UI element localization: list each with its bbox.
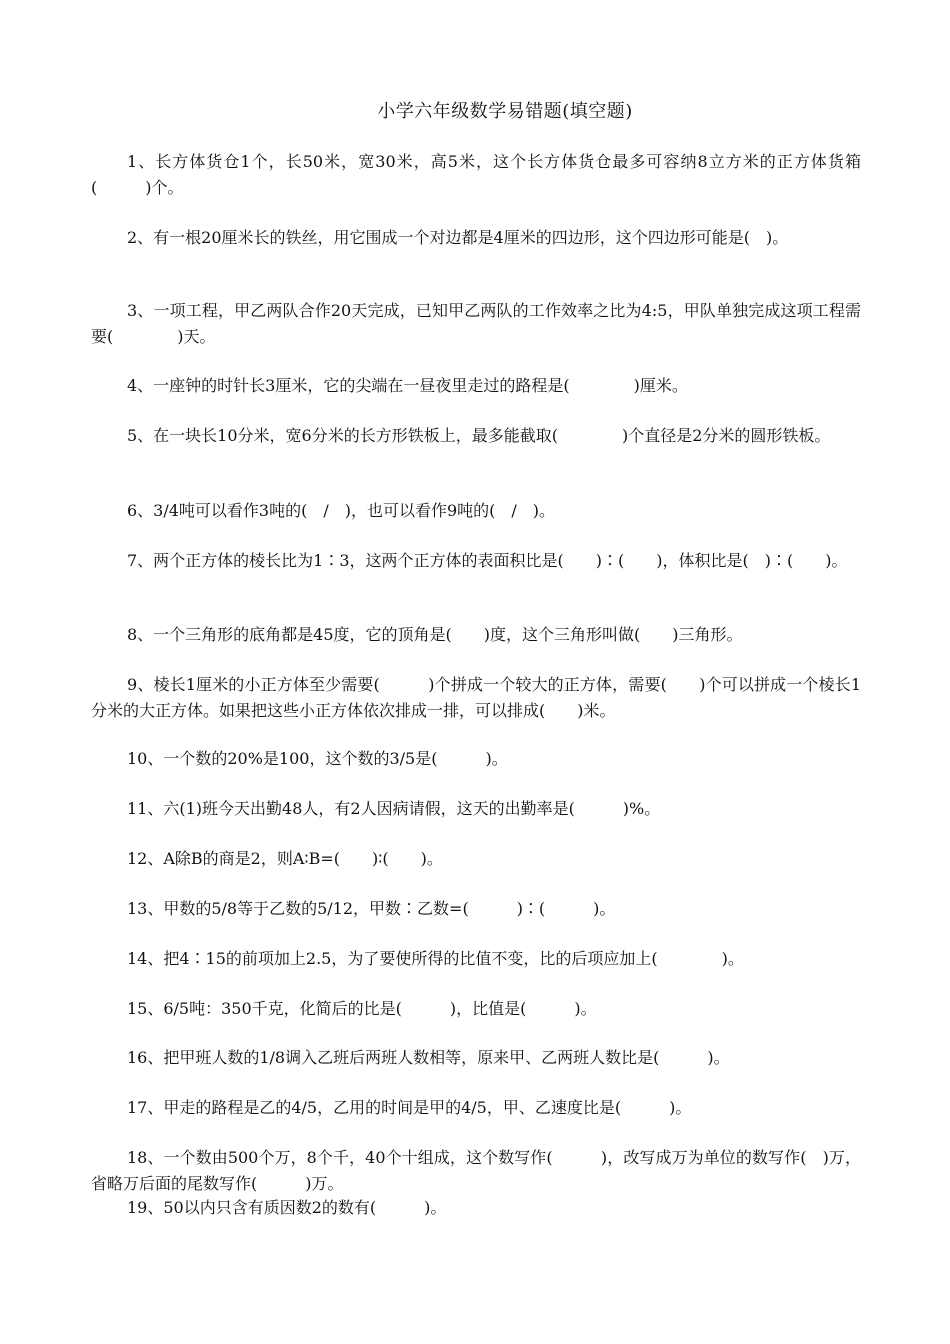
question-19: 19、50以内只含有质因数2的数有( )。 (127, 1198, 447, 1217)
question-2: 2、有一根20厘米长的铁丝，用它围成一个对边都是4厘米的四边形，这个四边形可能是( )。 (127, 228, 789, 247)
question-6: 6、3/4吨可以看作3吨的( / )，也可以看作9吨的( / )。 (127, 501, 556, 520)
question-3: 3、一项工程，甲乙两队合作20天完成，已知甲乙两队的工作效率之比为4:5，甲队单独完成这项工程需要( )天。 (91, 301, 861, 346)
question-11: 11、六(1)班今天出勤48人，有2人因病请假，这天的出勤率是( )%。 (127, 799, 661, 818)
question-4: 4、一座钟的时针长3厘米，它的尖端在一昼夜里走过的路程是( )厘米。 (127, 376, 688, 395)
question-17: 17、甲走的路程是乙的4/5，乙用的时间是甲的4/5，甲、乙速度比是( )。 (127, 1098, 692, 1117)
question-16: 16、把甲班人数的1/8调入乙班后两班人数相等，原来甲、乙两班人数比是( )。 (127, 1048, 730, 1067)
question-18: 18、一个数由500个万，8个千，40个十组成，这个数写作( )，改写成万为单位的数写作( )万，省略万后面的尾数写作( )万。 (91, 1148, 861, 1193)
question-8: 8、一个三角形的底角都是45度，它的顶角是( )度，这个三角形叫做( )三角形。 (127, 625, 743, 644)
question-13: 13、甲数的5/8等于乙数的5/12，甲数∶乙数=( )∶( )。 (127, 899, 616, 918)
question-5: 5、在一块长10分米，宽6分米的长方形铁板上，最多能截取( )个直径是2分米的圆形铁板。 (127, 426, 831, 445)
page-title: 小学六年级数学易错题(填空题) (377, 101, 633, 122)
question-1: 1、长方体货仓1个，长50米，宽30米，高5米，这个长方体货仓最多可容纳8立方米的正方体货箱( )个。 (91, 152, 861, 197)
question-7: 7、两个正方体的棱长比为1∶3，这两个正方体的表面积比是( )∶( )，体积比是( )∶( )。 (127, 551, 848, 570)
question-9: 9、棱长1厘米的小正方体至少需要( )个拼成一个较大的正方体，需要( )个可以拼成一个棱长1分米的大正方体。如果把这些小正方体依次排成一排，可以排成( )米。 (91, 675, 861, 720)
question-14: 14、把4∶15的前项加上2.5，为了要使所得的比值不变，比的后项应加上( )。 (127, 949, 744, 968)
question-10: 10、一个数的20%是100，这个数的3/5是( )。 (127, 749, 508, 768)
question-12: 12、A除B的商是2，则A∶B=( )∶( )。 (127, 849, 443, 868)
question-15: 15、6/5吨：350千克，化简后的比是( )，比值是( )。 (127, 999, 597, 1018)
